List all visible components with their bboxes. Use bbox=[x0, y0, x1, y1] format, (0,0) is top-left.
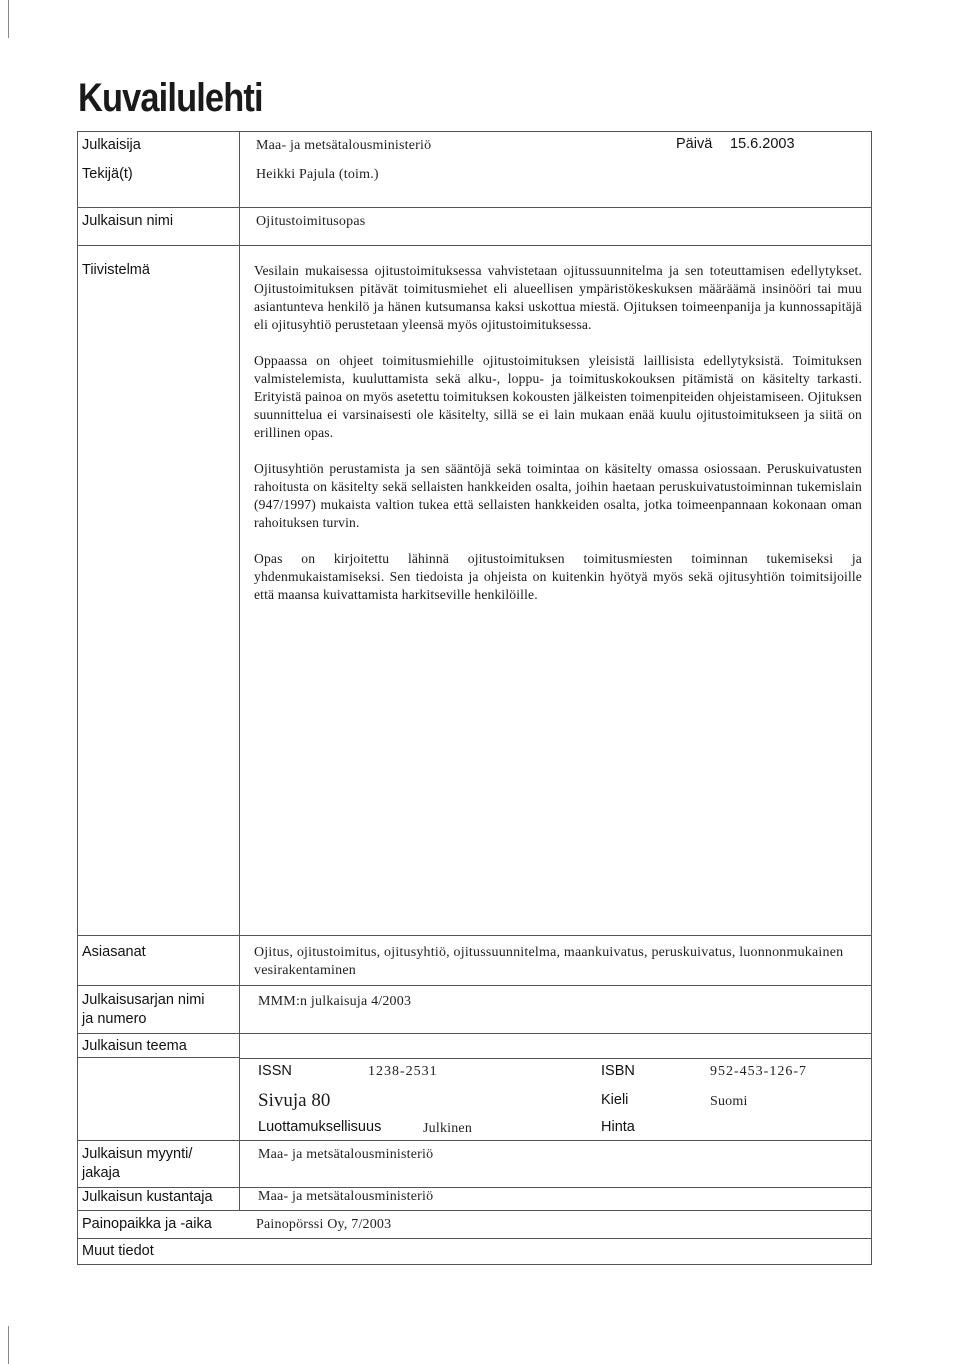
series-value: MMM:n julkaisuja 4/2003 bbox=[258, 994, 412, 1009]
distributor-label-line1: Julkaisun myynti/ bbox=[82, 1146, 193, 1162]
abstract-label: Tiivistelmä bbox=[82, 262, 150, 278]
publisher-cost-value: Maa- ja metsätalousministeriö bbox=[258, 1189, 434, 1204]
language-label: Kieli bbox=[601, 1092, 629, 1108]
keywords-label: Asiasanat bbox=[82, 944, 146, 960]
row-divider bbox=[77, 1140, 872, 1141]
distributor-label-line2: jakaja bbox=[82, 1165, 120, 1181]
issn-value: 1238-2531 bbox=[368, 1064, 438, 1079]
price-label: Hinta bbox=[601, 1119, 635, 1135]
publisher-label: Julkaisija bbox=[82, 137, 141, 153]
series-label-line1: Julkaisusarjan nimi bbox=[82, 992, 205, 1008]
author-label: Tekijä(t) bbox=[82, 166, 133, 182]
keywords-value: Ojitus, ojitustoimitus, ojitusyhtiö, ojitussuunnitelma, maankuivatus, peruskuivatus, luonnonmukainen vesirakentaminen bbox=[254, 945, 844, 978]
series-label-line2: ja numero bbox=[82, 1011, 147, 1027]
issn-label: ISSN bbox=[258, 1063, 292, 1079]
pages-value: 80 bbox=[311, 1090, 331, 1111]
printing-label: Painopaikka ja -aika bbox=[82, 1216, 212, 1232]
column-divider bbox=[239, 131, 240, 1140]
pages-label: Sivuja bbox=[258, 1090, 307, 1111]
row-divider bbox=[239, 1058, 872, 1059]
crop-mark bbox=[0, 0, 9, 38]
isbn-label: ISBN bbox=[601, 1063, 635, 1079]
publication-name-value: Ojitustoimitusopas bbox=[256, 214, 366, 229]
confidentiality-value: Julkinen bbox=[423, 1121, 473, 1136]
abstract-paragraph: Vesilain mukaisessa ojitustoimituksessa vahvistetaan ojitussuunnitelma ja sen toteuttamisen edellytykset. Ojitustoimituksen pitävät toimitusmiehet eli alueellisen ympäristökeskuksen määräämä insinööri tai muu asiantunteva henkilö ja hänen kutsumansa kaksi uskottua miestä. Ojituksen toimeenpanija ja kunnossapitäjä eli ojitusyhtiö perustetaan yleensä myös ojitustoimituksessa. bbox=[254, 263, 862, 332]
row-divider bbox=[77, 985, 872, 986]
date-value: 15.6.2003 bbox=[730, 136, 795, 152]
publisher-cost-label: Julkaisun kustantaja bbox=[82, 1189, 213, 1205]
confidentiality-label: Luottamuksellisuus bbox=[258, 1119, 382, 1135]
page-title: Kuvailulehti bbox=[78, 76, 263, 120]
abstract-body bbox=[254, 262, 862, 622]
publication-name-label: Julkaisun nimi bbox=[82, 213, 174, 229]
row-divider bbox=[77, 207, 872, 208]
row-divider bbox=[77, 1210, 872, 1211]
row-divider bbox=[77, 935, 872, 936]
row-divider bbox=[77, 1238, 872, 1239]
abstract-paragraph: Ojitusyhtiön perustamista ja sen sääntöjä sekä toimintaa on käsitelty omassa osiossaan. Peruskuivatusten rahoitusta on käsitelty sekä sellaisten hankkeiden osalta, joihin haetaan peruskuivatustoiminnan tukemislain (947/1997) mukaista valtion tukea että sellaisten hankkeiden osalta, jotka toimeenpannaan kokonaan oman rahoituksen turvin. bbox=[254, 461, 862, 530]
author-value: Heikki Pajula (toim.) bbox=[256, 167, 379, 182]
isbn-value: 952-453-126-7 bbox=[710, 1064, 807, 1079]
theme-label: Julkaisun teema bbox=[82, 1038, 187, 1054]
publisher-value: Maa- ja metsätalousministeriö bbox=[256, 138, 432, 153]
language-value: Suomi bbox=[710, 1094, 748, 1109]
other-info-label: Muut tiedot bbox=[82, 1243, 154, 1259]
row-divider bbox=[77, 1033, 872, 1034]
column-divider bbox=[239, 1140, 240, 1210]
crop-mark bbox=[0, 1326, 9, 1364]
distributor-value: Maa- ja metsätalousministeriö bbox=[258, 1147, 434, 1162]
abstract-paragraph: Opas on kirjoitettu lähinnä ojitustoimituksen toimitusmiesten toiminnan tukemiseksi ja yhdenmukaistamiseksi. Sen tiedoista ja ohjeista on kuitenkin hyötyä myös sekä ojitusyhtiön toimitsijoille että maansa kuivattamista harkitseville henkilöille. bbox=[254, 551, 862, 602]
date-label: Päivä bbox=[676, 136, 713, 152]
row-divider bbox=[77, 1057, 239, 1058]
pages-field bbox=[258, 1090, 330, 1112]
printing-value: Painopörssi Oy, 7/2003 bbox=[256, 1217, 392, 1232]
abstract-paragraph: Oppaassa on ohjeet toimitusmiehille ojitustoimituksen yleisistä laillisista edellytyksistä. Toimituksen valmistelemista, kuuluttamista sekä alku-, loppu- ja toimituskokouksen pitämistä on käsitelty tarkasti. Erityistä painoa on myös asetettu toimituksen kokousten jälkeisten toimenpiteiden ohjeistamiseen. Ojituksen suunnittelua ei varsinaisesti ole käsitelty, sillä se ei lain mukaan enää kuulu ojitustoimitukseen ja siitä on erillinen opas. bbox=[254, 353, 862, 440]
row-divider bbox=[77, 245, 872, 246]
